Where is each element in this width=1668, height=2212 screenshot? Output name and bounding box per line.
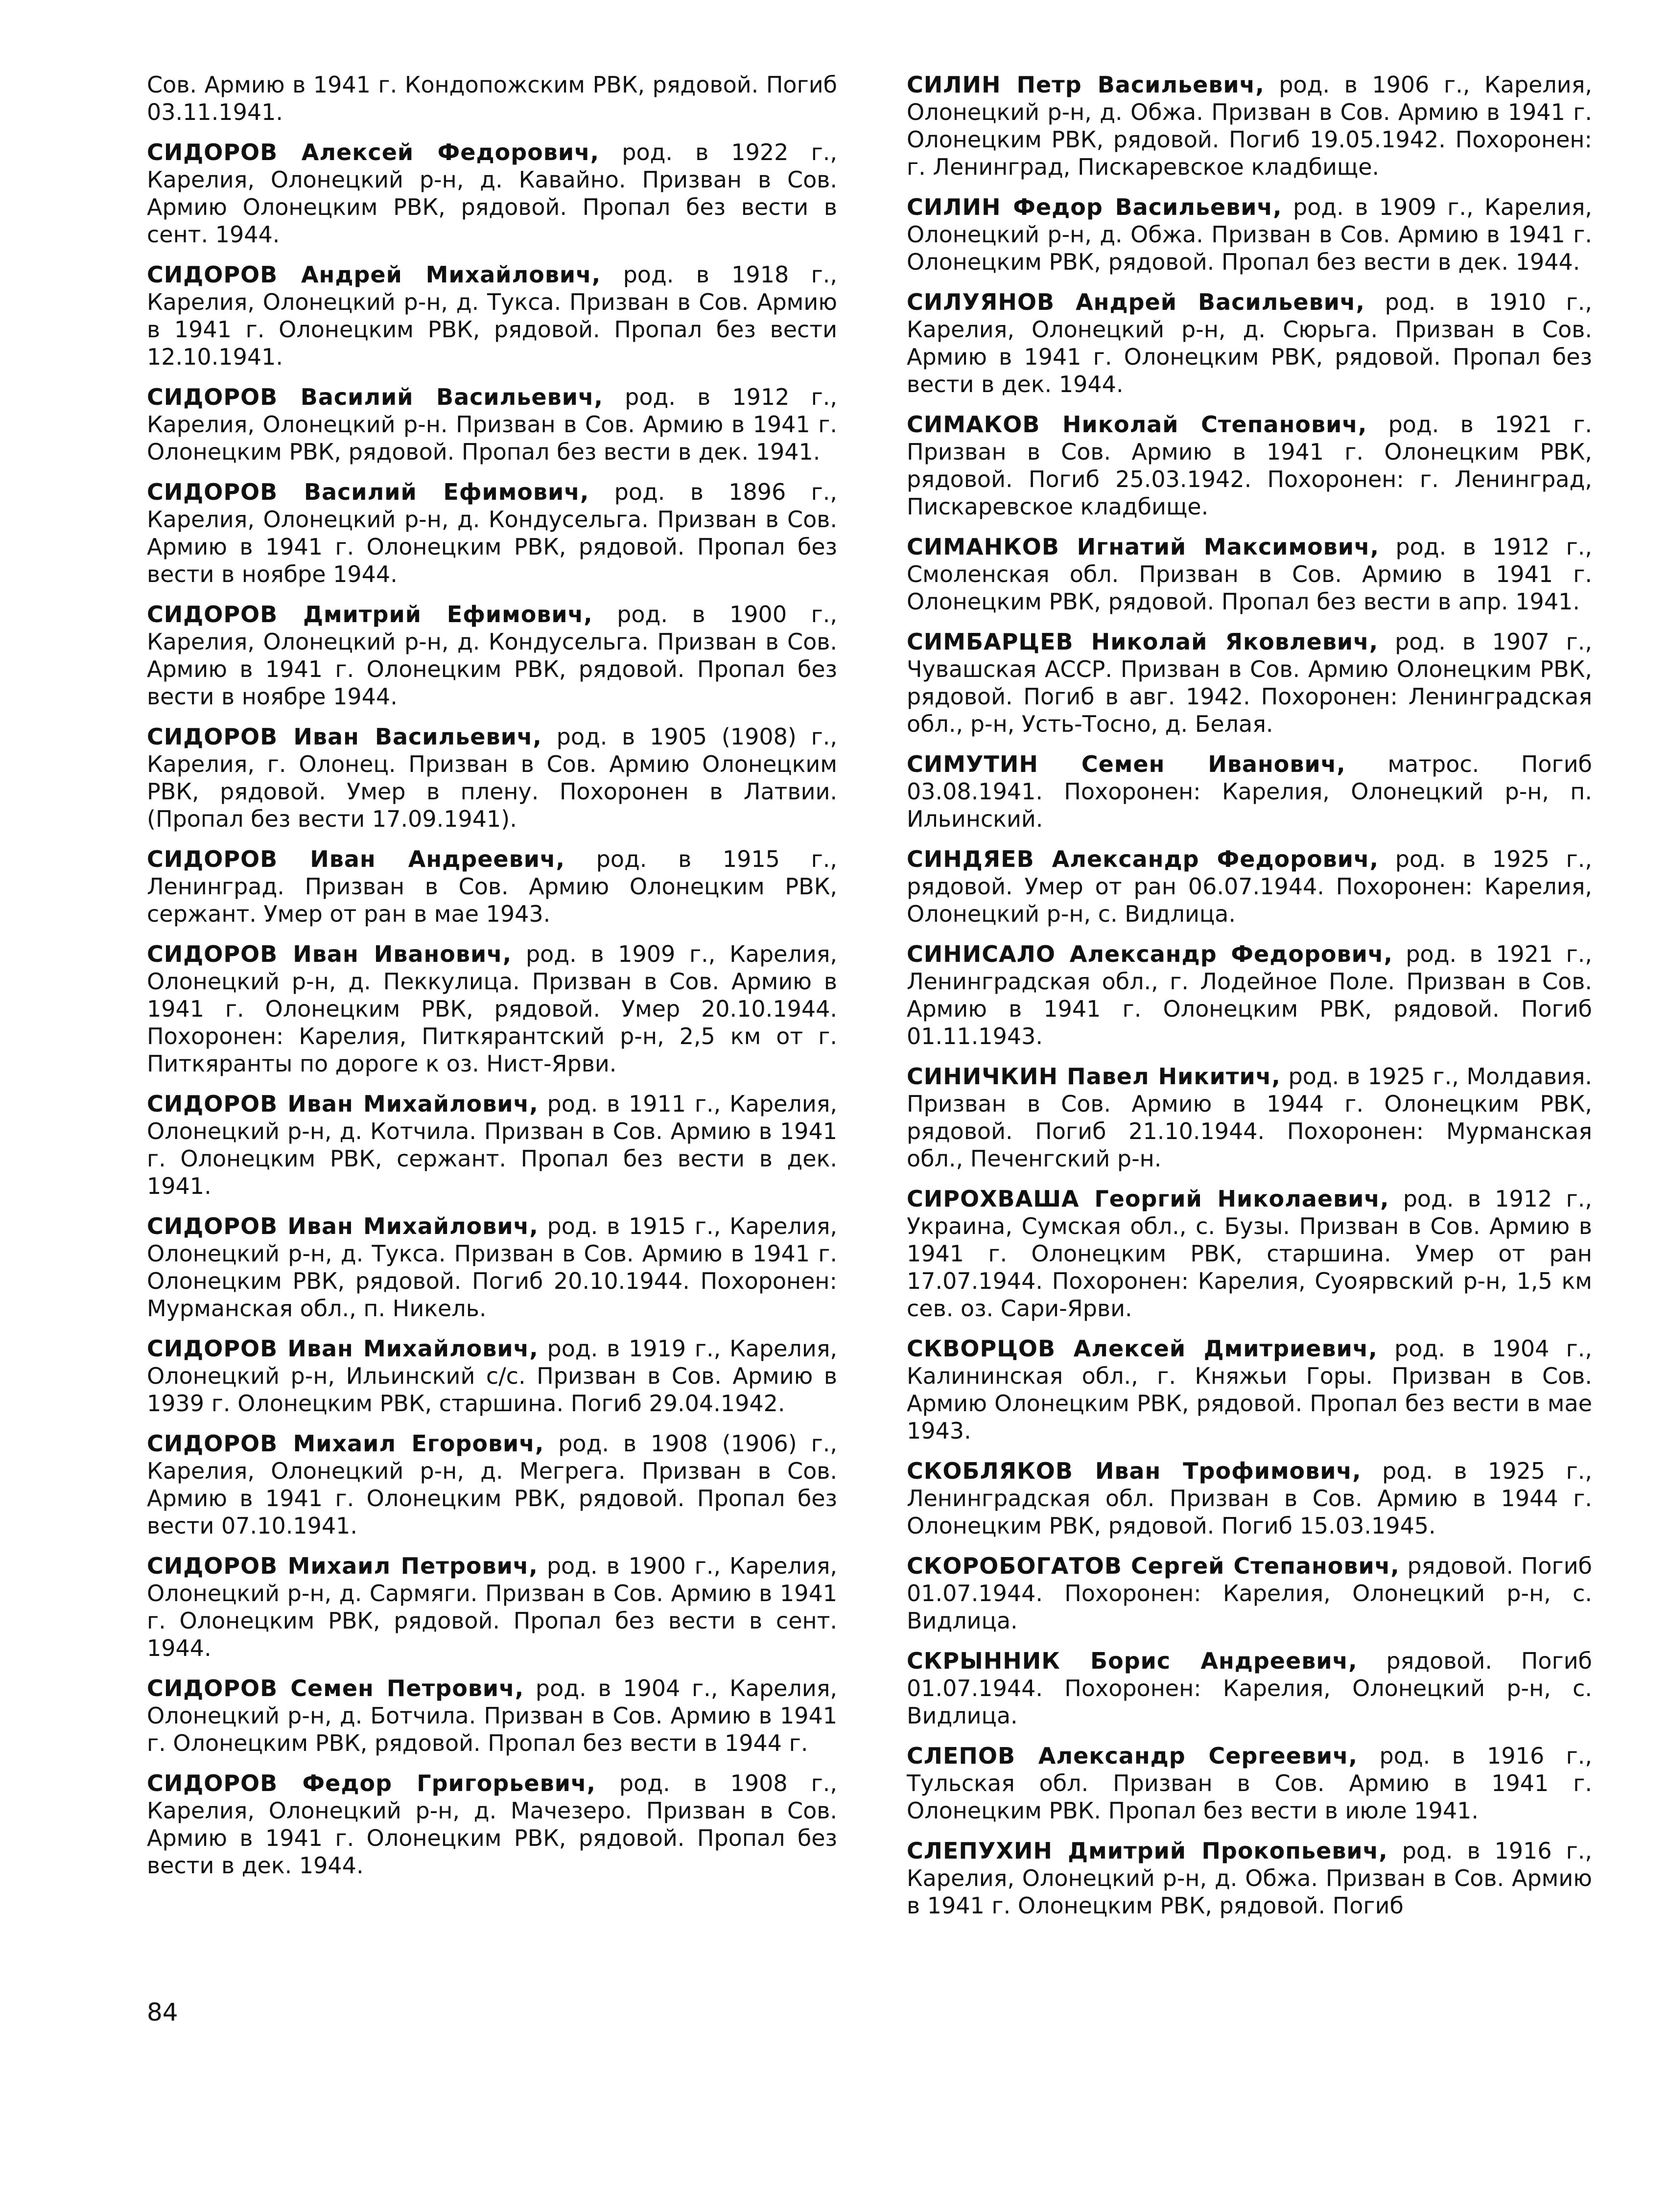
- entry-name: СИДОРОВ Алексей Федорович,: [147, 139, 600, 165]
- entry-left-4: [147, 478, 837, 588]
- entry-text: род. в 1908 г., Карелия, Олонецкий р-н, д. Мачезеро. Призван в Сов. Армию в 1941 г. Олонецким РВК, рядовой. Пропал без вести в дек. 1944.: [147, 1770, 837, 1879]
- entry-name: СКРЫННИК Борис Андреевич,: [907, 1648, 1358, 1674]
- entry-name: СИЛИН Федор Васильевич,: [907, 194, 1282, 220]
- entry-name: СИДОРОВ Михаил Егорович,: [147, 1430, 544, 1457]
- entry-left-6: [147, 723, 837, 833]
- entry-text: рядовой. Погиб 01.07.1944. Похоронен: Карелия, Олонецкий р-н, с. Видлица.: [907, 1648, 1593, 1729]
- entry-right-0: [907, 71, 1592, 181]
- entry-right-4: [907, 533, 1592, 615]
- entry-name: СИНДЯЕВ Александр Федорович,: [907, 846, 1379, 872]
- entry-left-14: [147, 1675, 837, 1757]
- entry-text: род. в 1922 г., Карелия, Олонецкий р-н, д. Кавайно. Призван в Сов. Армию Олонецким РВК, рядовой. Пропал без вести в сент. 1944.: [147, 139, 837, 248]
- entry-text: род. в 1911 г., Карелия, Олонецкий р-н, д. Котчила. Призван в Сов. Армию в 1941 г. Олонецким РВК, сержант. Пропал без вести в дек. 1941.: [147, 1091, 838, 1199]
- entry-text: род. в 1925 г., рядовой. Умер от ран 06.07.1944. Похоронен: Карелия, Олонецкий р-н, с. Видлица.: [907, 846, 1592, 927]
- entry-text: род. в 1925 г., Ленинградская обл. Призван в Сов. Армию в 1944 г. Олонецким РВК, рядовой. Погиб 15.03.1945.: [907, 1458, 1592, 1539]
- entry-text: род. в 1916 г., Карелия, Олонецкий р-н, д. Обжа. Призван в Сов. Армию в 1941 г. Олонецким РВК, рядовой. Погиб: [907, 1838, 1592, 1919]
- entry-left-2: [147, 261, 837, 371]
- entry-text: род. в 1909 г., Карелия, Олонецкий р-н, д. Обжа. Призван в Сов. Армию в 1941 г. Олонецким РВК, рядовой. Пропал без вести в дек. 1944.: [907, 194, 1593, 275]
- entry-right-6: [907, 750, 1592, 833]
- entry-name: СИДОРОВ Иван Михайлович,: [147, 1091, 539, 1117]
- entry-left-0: [147, 71, 837, 126]
- entry-text: род. в 1921 г. Призван в Сов. Армию в 1941 г. Олонецким РВК, рядовой. Погиб 25.03.1942. Похоронен: г. Ленинград, Пискаревское кладбище.: [907, 411, 1592, 520]
- entry-name: СКВОРЦОВ Алексей Дмитриевич,: [907, 1335, 1378, 1362]
- entry-text: род. в 1912 г., Смоленская обл. Призван в Сов. Армию в 1941 г. Олонецким РВК, рядовой. Пропал без вести в апр. 1941.: [907, 534, 1592, 615]
- entry-name: СИДОРОВ Иван Михайлович,: [147, 1213, 539, 1239]
- entry-name: СИДОРОВ Дмитрий Ефимович,: [147, 601, 593, 628]
- entry-name: СИЛУЯНОВ Андрей Васильевич,: [907, 289, 1365, 315]
- entry-name: СИЛИН Петр Васильевич,: [907, 71, 1265, 98]
- entry-name: СИДОРОВ Федор Григорьевич,: [147, 1770, 596, 1796]
- entry-text: род. в 1925 г., Молдавия. Призван в Сов. Армию в 1944 г. Олонецким РВК, рядовой. Погиб 21.10.1944. Похоронен: Мурманская обл., Печенгский р-н.: [907, 1063, 1593, 1172]
- entry-right-12: [907, 1457, 1592, 1539]
- entry-name: СИНИЧКИН Павел Никитич,: [907, 1063, 1281, 1090]
- entry-right-11: [907, 1335, 1592, 1444]
- entry-left-7: [147, 845, 837, 928]
- entry-name: СКОБЛЯКОВ Иван Трофимович,: [907, 1458, 1362, 1484]
- entry-text: род. в 1919 г., Карелия, Олонецкий р-н, Ильинский с/с. Призван в Сов. Армию в 1939 г. Олонецким РВК, старшина. Погиб 29.04.1942.: [147, 1335, 838, 1417]
- entry-right-16: [907, 1837, 1592, 1919]
- entry-left-12: [147, 1430, 837, 1539]
- entry-name: СИДОРОВ Иван Андреевич,: [147, 846, 565, 872]
- entry-right-2: [907, 288, 1592, 398]
- entry-text: род. в 1915 г., Ленинград. Призван в Сов. Армию Олонецким РВК, сержант. Умер от ран в мае 1943.: [147, 846, 837, 927]
- entry-text: род. в 1921 г., Ленинградская обл., г. Лодейное Поле. Призван в Сов. Армию в 1941 г. Олонецким РВК, рядовой. Погиб 01.11.1943.: [907, 941, 1592, 1049]
- entry-left-8: [147, 940, 837, 1077]
- entry-right-9: [907, 1063, 1592, 1172]
- right-column: [907, 71, 1592, 1932]
- entry-right-14: [907, 1647, 1592, 1729]
- entry-name: СИДОРОВ Василий Васильевич,: [147, 384, 604, 410]
- entry-left-15: [147, 1770, 837, 1879]
- entry-name: СЛЕПУХИН Дмитрий Прокопьевич,: [907, 1838, 1388, 1864]
- entry-text: род. в 1910 г., Карелия, Олонецкий р-н, д. Сюрьга. Призван в Сов. Армию в 1941 г. Олонецким РВК, рядовой. Пропал без вести в дек. 1944.: [907, 289, 1592, 397]
- entry-text: род. в 1900 г., Карелия, Олонецкий р-н, д. Сармяги. Призван в Сов. Армию в 1941 г. Олонецким РВК, рядовой. Пропал без вести в сент. 1944.: [147, 1553, 837, 1661]
- entry-text: род. в 1900 г., Карелия, Олонецкий р-н, д. Кондусельга. Призван в Сов. Армию в 1941 г. Олонецким РВК, рядовой. Пропал без вести в ноябре 1944.: [147, 601, 837, 710]
- entry-name: СИНИСАЛО Александр Федорович,: [907, 941, 1393, 967]
- entry-text: род. в 1915 г., Карелия, Олонецкий р-н, д. Тукса. Призван в Сов. Армию в 1941 г. Олонецким РВК, рядовой. Погиб 20.10.1944. Похоронен: Мурманская обл., п. Никель.: [147, 1213, 838, 1322]
- entry-name: СИДОРОВ Иван Михайлович,: [147, 1335, 539, 1362]
- entry-right-5: [907, 628, 1592, 738]
- page-number: 84: [147, 1998, 178, 2026]
- entry-text: род. в 1907 г., Чувашская АССР. Призван в Сов. Армию Олонецким РВК, рядовой. Погиб в авг. 1942. Похоронен: Ленинградская обл., р-н, Усть-Тосно, д. Белая.: [907, 629, 1592, 737]
- entry-right-1: [907, 193, 1592, 276]
- entry-name: СИДОРОВ Иван Васильевич,: [147, 723, 542, 750]
- entry-text: род. в 1904 г., Калининская обл., г. Княжьи Горы. Призван в Сов. Армию Олонецким РВК, рядовой. Пропал без вести в мае 1943.: [907, 1335, 1592, 1444]
- entry-left-10: [147, 1212, 837, 1322]
- entry-left-11: [147, 1335, 837, 1417]
- entry-name: СИДОРОВ Андрей Михайлович,: [147, 261, 601, 288]
- entry-name: СЛЕПОВ Александр Сергеевич,: [907, 1743, 1358, 1769]
- entry-text: род. в 1896 г., Карелия, Олонецкий р-н, д. Кондусельга. Призван в Сов. Армию в 1941 г. Олонецким РВК, рядовой. Пропал без вести в ноябре 1944.: [147, 479, 837, 587]
- entry-text: матрос. Погиб 03.08.1941. Похоронен: Карелия, Олонецкий р-н, п. Ильинский.: [907, 751, 1592, 832]
- entry-left-13: [147, 1552, 837, 1662]
- entry-text: род. в 1912 г., Украина, Сумская обл., с. Бузы. Призван в Сов. Армию в 1941 г. Олонецким РВК, старшина. Умер от ран 17.07.1944. Похоронен: Карелия, Суоярвский р-н, 1,5 км сев. оз. Сари-Ярви.: [907, 1186, 1592, 1322]
- entry-name: СИДОРОВ Семен Петрович,: [147, 1675, 524, 1701]
- entry-text: род. в 1906 г., Карелия, Олонецкий р-н, д. Обжа. Призван в Сов. Армию в 1941 г. Олонецким РВК, рядовой. Погиб 19.05.1942. Похоронен: г. Ленинград, Пискаревское кладбище.: [907, 71, 1592, 180]
- entry-name: СИДОРОВ Иван Иванович,: [147, 941, 512, 967]
- entry-left-3: [147, 383, 837, 466]
- left-column: [147, 71, 837, 1892]
- entry-text: род. в 1916 г., Тульская обл. Призван в Сов. Армию в 1941 г. Олонецким РВК. Пропал без вести в июле 1941.: [907, 1743, 1592, 1824]
- entry-text: род. в 1918 г., Карелия, Олонецкий р-н, д. Тукса. Призван в Сов. Армию в 1941 г. Олонецким РВК, рядовой. Пропал без вести 12.10.1941.: [147, 261, 837, 370]
- entry-text: рядовой. Погиб 01.07.1944. Похоронен: Карелия, Олонецкий р-н, с. Видлица.: [907, 1553, 1592, 1634]
- entry-text: Сов. Армию в 1941 г. Кондопожским РВК, рядовой. Погиб 03.11.1941.: [147, 71, 837, 125]
- entry-name: СИДОРОВ Василий Ефимович,: [147, 479, 589, 505]
- entry-name: СИМАНКОВ Игнатий Максимович,: [907, 534, 1380, 560]
- entry-name: СКОРОБОГАТОВ Сергей Степанович,: [907, 1553, 1400, 1579]
- entry-right-15: [907, 1742, 1592, 1824]
- entry-right-8: [907, 940, 1592, 1050]
- entry-left-9: [147, 1090, 837, 1200]
- entry-right-10: [907, 1185, 1592, 1322]
- entry-text: род. в 1912 г., Карелия, Олонецкий р-н. Призван в Сов. Армию в 1941 г. Олонецким РВК, рядовой. Пропал без вести в дек. 1941.: [147, 384, 837, 465]
- entry-name: СИРОХВАША Георгий Николаевич,: [907, 1186, 1389, 1212]
- entry-left-1: [147, 139, 837, 248]
- entry-text: род. в 1908 (1906) г., Карелия, Олонецкий р-н, д. Мегрега. Призван в Сов. Армию в 1941 г. Олонецким РВК, рядовой. Пропал без вести 07.10.1941.: [147, 1430, 837, 1539]
- entry-text: род. в 1905 (1908) г., Карелия, г. Олонец. Призван в Сов. Армию Олонецким РВК, рядовой. Умер в плену. Похоронен в Латвии. (Пропал без вести 17.09.1941).: [147, 723, 837, 832]
- entry-right-3: [907, 411, 1592, 520]
- entry-text: род. в 1909 г., Карелия, Олонецкий р-н, д. Пеккулица. Призван в Сов. Армию в 1941 г. Олонецким РВК, рядовой. Умер 20.10.1944. Похоронен: Карелия, Питкярантский р-н, 2,5 км от г. Питкяранты по дороге к оз. Нист-Ярви.: [147, 941, 838, 1077]
- entry-name: СИМБАРЦЕВ Николай Яковлевич,: [907, 629, 1379, 655]
- entry-name: СИМАКОВ Николай Степанович,: [907, 411, 1367, 438]
- entry-right-13: [907, 1552, 1592, 1634]
- entry-right-7: [907, 845, 1592, 928]
- entry-name: СИДОРОВ Михаил Петрович,: [147, 1553, 538, 1579]
- entry-text: род. в 1904 г., Карелия, Олонецкий р-н, д. Ботчила. Призван в Сов. Армию в 1941 г. Олонецким РВК, рядовой. Пропал без вести в 1944 г.: [147, 1675, 838, 1756]
- entry-name: СИМУТИН Семен Иванович,: [907, 751, 1346, 777]
- entry-left-5: [147, 601, 837, 710]
